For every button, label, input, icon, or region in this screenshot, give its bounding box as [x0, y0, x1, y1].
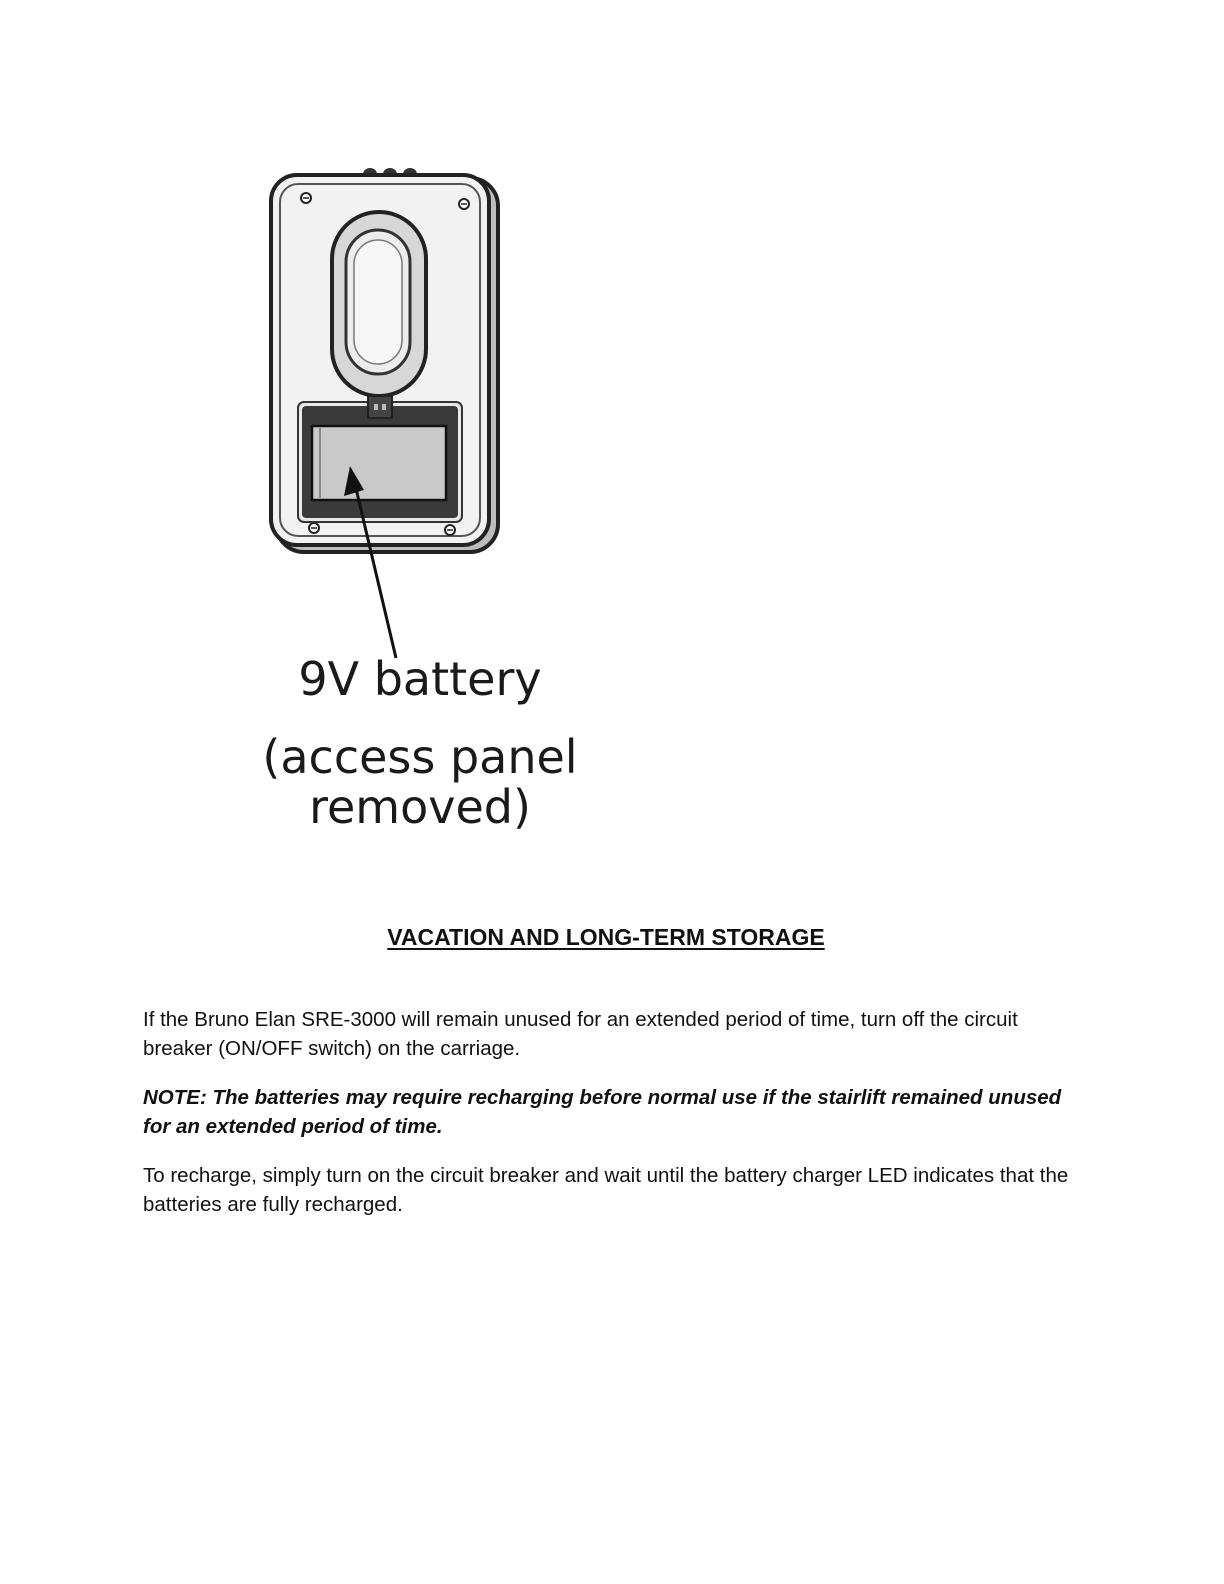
screw-icon	[459, 199, 469, 209]
9v-battery-icon	[312, 426, 446, 500]
screw-icon	[309, 523, 319, 533]
section-heading: VACATION AND LONG-TERM STORAGE	[387, 924, 825, 950]
remote-battery-figure	[240, 150, 620, 850]
screw-icon	[301, 193, 311, 203]
battery-label: 9V battery	[298, 652, 542, 706]
storage-paragraph: If the Bruno Elan SRE-3000 will remain unused for an extended period of time, turn off the circuit breaker (ON/OFF switch) on the carriage.	[143, 1008, 1018, 1060]
battery-note: NOTE: The batteries may require recharging before normal use if the stairlift remained unused for an extended period of time.	[143, 1086, 1062, 1138]
screw-icon	[445, 525, 455, 535]
access-panel-label: (access panel removed)	[262, 730, 578, 834]
recharge-paragraph: To recharge, simply turn on the circuit breaker and wait until the battery charger LED indicates that the batteries are fully recharged.	[143, 1164, 1069, 1216]
